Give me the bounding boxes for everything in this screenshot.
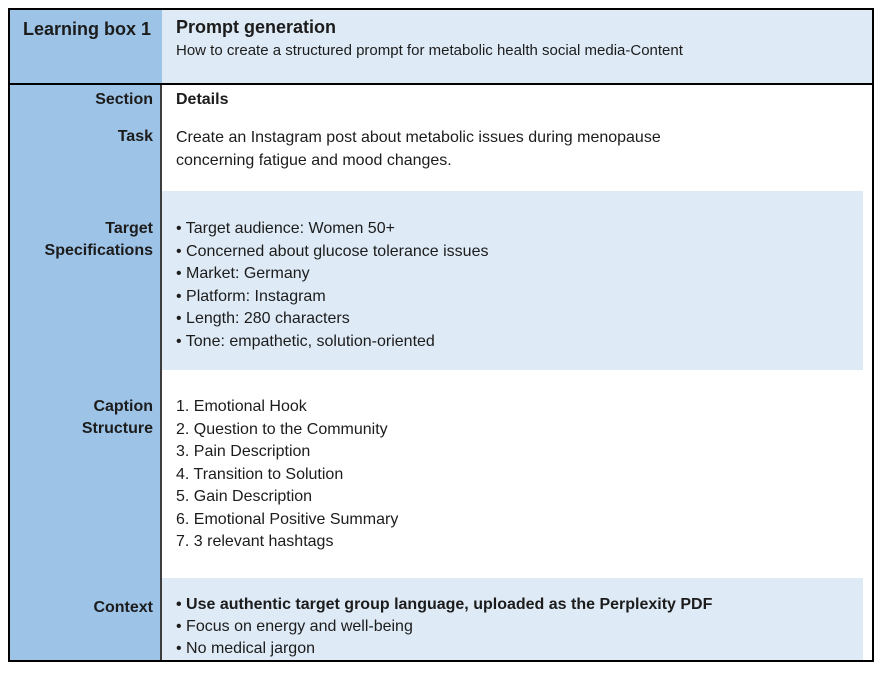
list-item: Emotional Hook xyxy=(193,398,307,415)
row-label-task: Task xyxy=(117,128,153,145)
header-content xyxy=(162,10,872,83)
details-column xyxy=(162,85,872,660)
list-item: • Tone: empathetic, solution-oriented xyxy=(176,331,863,354)
list-item: Gain Description xyxy=(193,488,313,505)
header-row xyxy=(10,10,872,85)
list-item: Pain Description xyxy=(193,443,311,460)
list-item: • Platform: Instagram xyxy=(176,286,863,309)
list-item: • Focus on energy and well-being xyxy=(176,616,863,638)
context-list xyxy=(176,594,863,660)
list-item: • Target audience: Women 50+ xyxy=(176,218,863,241)
row-label-caption-structure: Caption Structure xyxy=(81,398,153,437)
column-header-details: Details xyxy=(176,91,229,108)
list-item: • Concerned about glucose tolerance issues xyxy=(176,241,863,264)
list-item: • No medical jargon xyxy=(176,638,863,660)
caption-structure-list xyxy=(176,396,398,554)
list-item: Transition to Solution xyxy=(193,465,344,483)
page-subtitle: How to create a structured prompt for metabolic health social media-Content xyxy=(176,42,683,59)
list-item: 3 relevant hashtags xyxy=(193,533,334,550)
row-label-context: Context xyxy=(93,599,153,616)
section-column xyxy=(10,85,162,660)
task-description: Create an Instagram post about metabolic issues during menopause concerning fatigue and mood changes. xyxy=(176,129,661,169)
column-header-section: Section xyxy=(95,91,153,108)
context-cell xyxy=(162,578,863,660)
learning-box-table xyxy=(8,8,874,662)
row-label-target-specifications: Target Specifications xyxy=(44,220,153,259)
list-item: • Length: 280 characters xyxy=(176,308,863,331)
table-body xyxy=(10,85,872,660)
list-item: Question to the Community xyxy=(193,420,388,438)
list-item: • Market: Germany xyxy=(176,263,863,286)
learning-box-label: Learning box 1 xyxy=(10,10,162,83)
list-item: • Use authentic target group language, uploaded as the Perplexity PDF xyxy=(176,594,863,616)
target-specifications-cell xyxy=(162,191,863,370)
list-item: Emotional Positive Summary xyxy=(193,510,399,528)
target-specifications-list xyxy=(176,218,863,353)
page-title: Prompt generation xyxy=(176,17,337,37)
